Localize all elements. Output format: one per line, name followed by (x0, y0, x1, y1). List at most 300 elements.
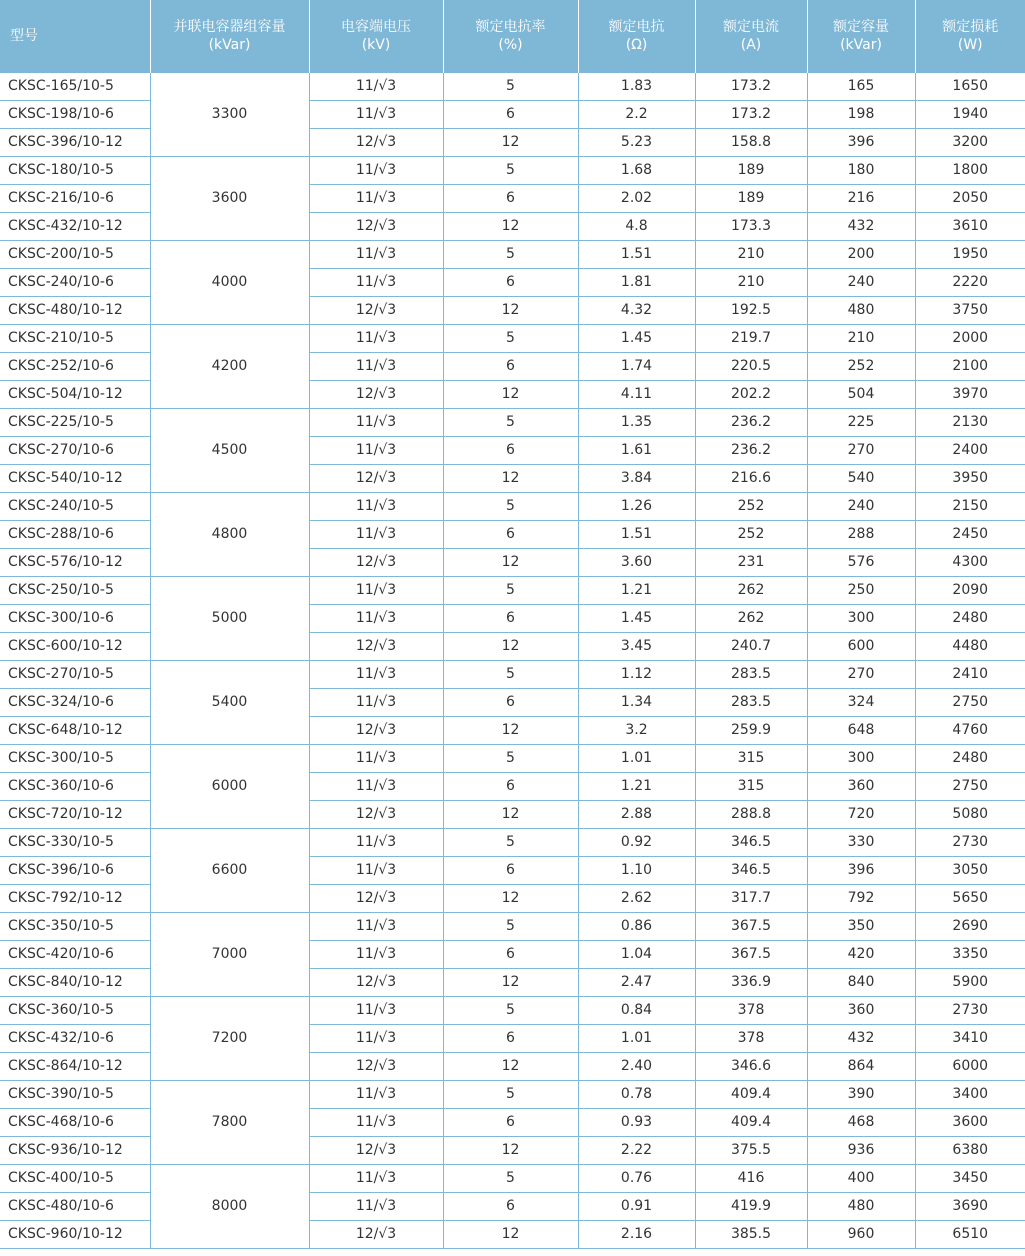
loss-cell: 2450 (915, 520, 1025, 548)
loss-cell: 4480 (915, 632, 1025, 660)
reactance-rate-cell: 6 (443, 268, 578, 296)
voltage-cell: 11/√3 (309, 912, 443, 940)
bank-capacity-cell: 5000 (150, 576, 309, 660)
current-cell: 173.3 (695, 212, 807, 240)
model-cell: CKSC-600/10-12 (0, 632, 150, 660)
reactance-rate-cell: 12 (443, 1052, 578, 1080)
voltage-cell: 11/√3 (309, 828, 443, 856)
reactance-rate-cell: 6 (443, 436, 578, 464)
loss-cell: 2220 (915, 268, 1025, 296)
voltage-cell: 11/√3 (309, 184, 443, 212)
model-cell: CKSC-432/10-12 (0, 212, 150, 240)
capacity-cell: 300 (807, 744, 915, 772)
reactance-cell: 2.2 (578, 100, 695, 128)
voltage-cell: 12/√3 (309, 884, 443, 912)
reactance-cell: 0.76 (578, 1164, 695, 1192)
model-cell: CKSC-720/10-12 (0, 800, 150, 828)
header-capacity-unit: (kVar) (840, 36, 882, 53)
reactance-cell: 1.12 (578, 660, 695, 688)
voltage-cell: 12/√3 (309, 800, 443, 828)
model-cell: CKSC-432/10-6 (0, 1024, 150, 1052)
voltage-cell: 11/√3 (309, 856, 443, 884)
table-row (0, 744, 1025, 772)
capacity-cell: 300 (807, 604, 915, 632)
voltage-cell: 11/√3 (309, 660, 443, 688)
reactance-cell: 3.60 (578, 548, 695, 576)
table-row (0, 1164, 1025, 1192)
loss-cell: 5650 (915, 884, 1025, 912)
voltage-cell: 11/√3 (309, 1080, 443, 1108)
voltage-cell: 11/√3 (309, 1192, 443, 1220)
capacity-cell: 288 (807, 520, 915, 548)
bank-capacity-cell: 5400 (150, 660, 309, 744)
capacity-cell: 324 (807, 688, 915, 716)
model-cell: CKSC-225/10-5 (0, 408, 150, 436)
reactance-cell: 1.10 (578, 856, 695, 884)
bank-capacity-cell: 7800 (150, 1080, 309, 1164)
reactance-rate-cell: 12 (443, 1136, 578, 1164)
header-current-unit: (A) (740, 36, 762, 53)
current-cell: 189 (695, 184, 807, 212)
loss-cell: 2480 (915, 604, 1025, 632)
capacity-cell: 250 (807, 576, 915, 604)
voltage-cell: 11/√3 (309, 744, 443, 772)
current-cell: 315 (695, 744, 807, 772)
voltage-cell: 11/√3 (309, 940, 443, 968)
current-cell: 192.5 (695, 296, 807, 324)
current-cell: 346.5 (695, 856, 807, 884)
header-loss (915, 0, 1025, 72)
reactance-cell: 0.92 (578, 828, 695, 856)
loss-cell: 2000 (915, 324, 1025, 352)
loss-cell: 2750 (915, 772, 1025, 800)
reactance-rate-cell: 5 (443, 408, 578, 436)
capacity-cell: 936 (807, 1136, 915, 1164)
reactance-rate-cell: 12 (443, 968, 578, 996)
current-cell: 189 (695, 156, 807, 184)
reactance-cell: 1.34 (578, 688, 695, 716)
loss-cell: 5080 (915, 800, 1025, 828)
loss-cell: 2090 (915, 576, 1025, 604)
table-row (0, 324, 1025, 352)
header-reactance-rate-unit: (%) (498, 36, 523, 53)
current-cell: 283.5 (695, 688, 807, 716)
reactance-rate-cell: 12 (443, 884, 578, 912)
reactance-rate-cell: 12 (443, 800, 578, 828)
header-capacity-title: 额定容量 (833, 18, 889, 35)
reactance-rate-cell: 6 (443, 688, 578, 716)
loss-cell: 2730 (915, 996, 1025, 1024)
bank-capacity-cell: 4800 (150, 492, 309, 576)
current-cell: 367.5 (695, 940, 807, 968)
reactance-rate-cell: 12 (443, 296, 578, 324)
current-cell: 252 (695, 520, 807, 548)
loss-cell: 3610 (915, 212, 1025, 240)
current-cell: 375.5 (695, 1136, 807, 1164)
current-cell: 173.2 (695, 72, 807, 100)
capacity-cell: 420 (807, 940, 915, 968)
loss-cell: 1800 (915, 156, 1025, 184)
reactance-rate-cell: 5 (443, 240, 578, 268)
model-cell: CKSC-350/10-5 (0, 912, 150, 940)
capacity-cell: 432 (807, 1024, 915, 1052)
reactance-rate-cell: 12 (443, 212, 578, 240)
voltage-cell: 11/√3 (309, 240, 443, 268)
header-voltage-unit: (kV) (361, 36, 391, 53)
table-row (0, 576, 1025, 604)
loss-cell: 1940 (915, 100, 1025, 128)
loss-cell: 3600 (915, 1108, 1025, 1136)
current-cell: 346.5 (695, 828, 807, 856)
current-cell: 202.2 (695, 380, 807, 408)
current-cell: 158.8 (695, 128, 807, 156)
model-cell: CKSC-504/10-12 (0, 380, 150, 408)
reactance-rate-cell: 5 (443, 72, 578, 100)
current-cell: 385.5 (695, 1220, 807, 1248)
table-row (0, 240, 1025, 268)
capacity-cell: 840 (807, 968, 915, 996)
table-row (0, 996, 1025, 1024)
header-bank-capacity (150, 0, 309, 72)
current-cell: 378 (695, 1024, 807, 1052)
header-row (0, 0, 1025, 72)
capacity-cell: 252 (807, 352, 915, 380)
loss-cell: 2410 (915, 660, 1025, 688)
loss-cell: 2480 (915, 744, 1025, 772)
reactance-rate-cell: 5 (443, 156, 578, 184)
loss-cell: 4760 (915, 716, 1025, 744)
capacity-cell: 960 (807, 1220, 915, 1248)
reactance-cell: 1.26 (578, 492, 695, 520)
reactance-rate-cell: 12 (443, 716, 578, 744)
voltage-cell: 11/√3 (309, 324, 443, 352)
reactance-rate-cell: 6 (443, 352, 578, 380)
capacity-cell: 396 (807, 856, 915, 884)
voltage-cell: 12/√3 (309, 632, 443, 660)
reactance-rate-cell: 12 (443, 548, 578, 576)
voltage-cell: 11/√3 (309, 604, 443, 632)
reactance-rate-cell: 6 (443, 100, 578, 128)
reactance-cell: 0.91 (578, 1192, 695, 1220)
table-row (0, 72, 1025, 100)
reactance-rate-cell: 5 (443, 996, 578, 1024)
reactance-rate-cell: 6 (443, 772, 578, 800)
model-cell: CKSC-300/10-5 (0, 744, 150, 772)
table-row (0, 828, 1025, 856)
voltage-cell: 11/√3 (309, 352, 443, 380)
bank-capacity-cell: 6600 (150, 828, 309, 912)
reactance-cell: 1.74 (578, 352, 695, 380)
capacity-cell: 330 (807, 828, 915, 856)
loss-cell: 6000 (915, 1052, 1025, 1080)
capacity-cell: 360 (807, 772, 915, 800)
voltage-cell: 11/√3 (309, 1164, 443, 1192)
header-capacity (807, 0, 915, 72)
header-loss-title: 额定损耗 (942, 18, 999, 35)
model-cell: CKSC-198/10-6 (0, 100, 150, 128)
voltage-cell: 12/√3 (309, 968, 443, 996)
model-cell: CKSC-396/10-6 (0, 856, 150, 884)
current-cell: 236.2 (695, 408, 807, 436)
model-cell: CKSC-216/10-6 (0, 184, 150, 212)
current-cell: 336.9 (695, 968, 807, 996)
current-cell: 219.7 (695, 324, 807, 352)
voltage-cell: 11/√3 (309, 688, 443, 716)
capacity-cell: 200 (807, 240, 915, 268)
loss-cell: 2050 (915, 184, 1025, 212)
model-cell: CKSC-324/10-6 (0, 688, 150, 716)
loss-cell: 6380 (915, 1136, 1025, 1164)
reactance-cell: 1.68 (578, 156, 695, 184)
voltage-cell: 11/√3 (309, 520, 443, 548)
reactance-rate-cell: 12 (443, 632, 578, 660)
reactance-rate-cell: 5 (443, 660, 578, 688)
model-cell: CKSC-250/10-5 (0, 576, 150, 604)
loss-cell: 3970 (915, 380, 1025, 408)
loss-cell: 3450 (915, 1164, 1025, 1192)
model-cell: CKSC-240/10-6 (0, 268, 150, 296)
reactance-cell: 4.11 (578, 380, 695, 408)
voltage-cell: 11/√3 (309, 436, 443, 464)
loss-cell: 2100 (915, 352, 1025, 380)
reactance-cell: 3.45 (578, 632, 695, 660)
reactance-rate-cell: 6 (443, 1108, 578, 1136)
model-cell: CKSC-396/10-12 (0, 128, 150, 156)
model-cell: CKSC-200/10-5 (0, 240, 150, 268)
reactance-cell: 4.32 (578, 296, 695, 324)
loss-cell: 5900 (915, 968, 1025, 996)
reactance-cell: 1.51 (578, 520, 695, 548)
voltage-cell: 12/√3 (309, 1220, 443, 1248)
voltage-cell: 11/√3 (309, 1024, 443, 1052)
current-cell: 262 (695, 576, 807, 604)
model-cell: CKSC-288/10-6 (0, 520, 150, 548)
capacity-cell: 400 (807, 1164, 915, 1192)
current-cell: 240.7 (695, 632, 807, 660)
voltage-cell: 12/√3 (309, 380, 443, 408)
header-reactance-rate-title: 额定电抗率 (475, 18, 546, 35)
model-cell: CKSC-420/10-6 (0, 940, 150, 968)
voltage-cell: 12/√3 (309, 716, 443, 744)
capacity-cell: 504 (807, 380, 915, 408)
bank-capacity-cell: 8000 (150, 1164, 309, 1248)
model-cell: CKSC-400/10-5 (0, 1164, 150, 1192)
capacity-cell: 720 (807, 800, 915, 828)
current-cell: 409.4 (695, 1108, 807, 1136)
reactance-cell: 4.8 (578, 212, 695, 240)
bank-capacity-cell: 4500 (150, 408, 309, 492)
model-cell: CKSC-960/10-12 (0, 1220, 150, 1248)
model-cell: CKSC-300/10-6 (0, 604, 150, 632)
header-reactance-rate (443, 0, 578, 72)
capacity-cell: 240 (807, 268, 915, 296)
reactance-cell: 1.01 (578, 744, 695, 772)
capacity-cell: 216 (807, 184, 915, 212)
voltage-cell: 11/√3 (309, 156, 443, 184)
reactance-cell: 2.40 (578, 1052, 695, 1080)
reactance-rate-cell: 5 (443, 1164, 578, 1192)
current-cell: 378 (695, 996, 807, 1024)
capacity-cell: 864 (807, 1052, 915, 1080)
model-cell: CKSC-270/10-6 (0, 436, 150, 464)
current-cell: 173.2 (695, 100, 807, 128)
model-cell: CKSC-540/10-12 (0, 464, 150, 492)
bank-capacity-cell: 3300 (150, 72, 309, 156)
table-header (0, 0, 1025, 72)
loss-cell: 4300 (915, 548, 1025, 576)
reactance-cell: 2.62 (578, 884, 695, 912)
model-cell: CKSC-390/10-5 (0, 1080, 150, 1108)
header-reactance-title: 额定电抗 (608, 18, 665, 35)
capacity-cell: 600 (807, 632, 915, 660)
reactance-rate-cell: 5 (443, 324, 578, 352)
loss-cell: 3350 (915, 940, 1025, 968)
capacity-cell: 540 (807, 464, 915, 492)
header-bank-capacity-title: 并联电容器组容量 (173, 18, 286, 35)
current-cell: 210 (695, 240, 807, 268)
loss-cell: 1650 (915, 72, 1025, 100)
capacity-cell: 198 (807, 100, 915, 128)
model-cell: CKSC-936/10-12 (0, 1136, 150, 1164)
current-cell: 236.2 (695, 436, 807, 464)
current-cell: 216.6 (695, 464, 807, 492)
header-reactance-unit: (Ω) (625, 36, 648, 53)
model-cell: CKSC-252/10-6 (0, 352, 150, 380)
capacity-cell: 576 (807, 548, 915, 576)
model-cell: CKSC-864/10-12 (0, 1052, 150, 1080)
reactance-cell: 3.84 (578, 464, 695, 492)
reactance-cell: 1.01 (578, 1024, 695, 1052)
voltage-cell: 11/√3 (309, 492, 443, 520)
voltage-cell: 12/√3 (309, 128, 443, 156)
reactance-cell: 5.23 (578, 128, 695, 156)
reactance-cell: 0.84 (578, 996, 695, 1024)
table-row (0, 492, 1025, 520)
reactance-cell: 2.88 (578, 800, 695, 828)
capacity-cell: 396 (807, 128, 915, 156)
loss-cell: 3750 (915, 296, 1025, 324)
header-current-title: 额定电流 (723, 18, 779, 35)
reactance-rate-cell: 6 (443, 1192, 578, 1220)
model-cell: CKSC-180/10-5 (0, 156, 150, 184)
capacity-cell: 210 (807, 324, 915, 352)
model-cell: CKSC-480/10-12 (0, 296, 150, 324)
model-cell: CKSC-468/10-6 (0, 1108, 150, 1136)
voltage-cell: 11/√3 (309, 408, 443, 436)
voltage-cell: 11/√3 (309, 576, 443, 604)
voltage-cell: 12/√3 (309, 296, 443, 324)
capacity-cell: 350 (807, 912, 915, 940)
voltage-cell: 11/√3 (309, 1108, 443, 1136)
header-model (0, 0, 150, 72)
current-cell: 419.9 (695, 1192, 807, 1220)
header-model-title: 型号 (10, 27, 38, 44)
voltage-cell: 11/√3 (309, 772, 443, 800)
loss-cell: 2130 (915, 408, 1025, 436)
reactance-rate-cell: 6 (443, 940, 578, 968)
reactance-rate-cell: 6 (443, 604, 578, 632)
model-cell: CKSC-576/10-12 (0, 548, 150, 576)
table-row (0, 1080, 1025, 1108)
current-cell: 346.6 (695, 1052, 807, 1080)
table-body (0, 72, 1025, 1248)
model-cell: CKSC-270/10-5 (0, 660, 150, 688)
loss-cell: 2150 (915, 492, 1025, 520)
header-current (695, 0, 807, 72)
reactance-cell: 0.86 (578, 912, 695, 940)
loss-cell: 3690 (915, 1192, 1025, 1220)
capacity-cell: 240 (807, 492, 915, 520)
bank-capacity-cell: 7200 (150, 996, 309, 1080)
reactance-rate-cell: 5 (443, 828, 578, 856)
reactance-cell: 2.47 (578, 968, 695, 996)
capacity-cell: 468 (807, 1108, 915, 1136)
bank-capacity-cell: 6000 (150, 744, 309, 828)
current-cell: 231 (695, 548, 807, 576)
loss-cell: 3410 (915, 1024, 1025, 1052)
table-row (0, 408, 1025, 436)
reactance-rate-cell: 5 (443, 912, 578, 940)
bank-capacity-cell: 3600 (150, 156, 309, 240)
bank-capacity-cell: 4000 (150, 240, 309, 324)
header-reactance (578, 0, 695, 72)
header-voltage-title: 电容端电压 (341, 18, 411, 35)
loss-cell: 2690 (915, 912, 1025, 940)
reactance-rate-cell: 6 (443, 856, 578, 884)
reactance-cell: 1.04 (578, 940, 695, 968)
header-voltage (309, 0, 443, 72)
loss-cell: 3950 (915, 464, 1025, 492)
current-cell: 317.7 (695, 884, 807, 912)
reactance-cell: 2.22 (578, 1136, 695, 1164)
current-cell: 262 (695, 604, 807, 632)
table-row (0, 156, 1025, 184)
capacity-cell: 180 (807, 156, 915, 184)
bank-capacity-cell: 4200 (150, 324, 309, 408)
current-cell: 210 (695, 268, 807, 296)
loss-cell: 2400 (915, 436, 1025, 464)
reactance-rate-cell: 5 (443, 1080, 578, 1108)
loss-cell: 2750 (915, 688, 1025, 716)
model-cell: CKSC-360/10-6 (0, 772, 150, 800)
voltage-cell: 11/√3 (309, 100, 443, 128)
capacity-cell: 648 (807, 716, 915, 744)
capacity-cell: 480 (807, 1192, 915, 1220)
header-bank-capacity-unit: (kVar) (208, 36, 251, 53)
current-cell: 283.5 (695, 660, 807, 688)
capacity-cell: 432 (807, 212, 915, 240)
loss-cell: 3200 (915, 128, 1025, 156)
capacity-cell: 270 (807, 660, 915, 688)
current-cell: 367.5 (695, 912, 807, 940)
loss-cell: 3050 (915, 856, 1025, 884)
model-cell: CKSC-648/10-12 (0, 716, 150, 744)
capacity-cell: 270 (807, 436, 915, 464)
reactance-rate-cell: 12 (443, 380, 578, 408)
capacity-cell: 360 (807, 996, 915, 1024)
reactance-cell: 3.2 (578, 716, 695, 744)
reactance-cell: 1.45 (578, 324, 695, 352)
current-cell: 409.4 (695, 1080, 807, 1108)
model-cell: CKSC-165/10-5 (0, 72, 150, 100)
current-cell: 288.8 (695, 800, 807, 828)
reactance-cell: 1.61 (578, 436, 695, 464)
voltage-cell: 11/√3 (309, 996, 443, 1024)
reactance-rate-cell: 5 (443, 576, 578, 604)
reactance-rate-cell: 6 (443, 184, 578, 212)
header-loss-unit: (W) (957, 36, 983, 53)
bank-capacity-cell: 7000 (150, 912, 309, 996)
